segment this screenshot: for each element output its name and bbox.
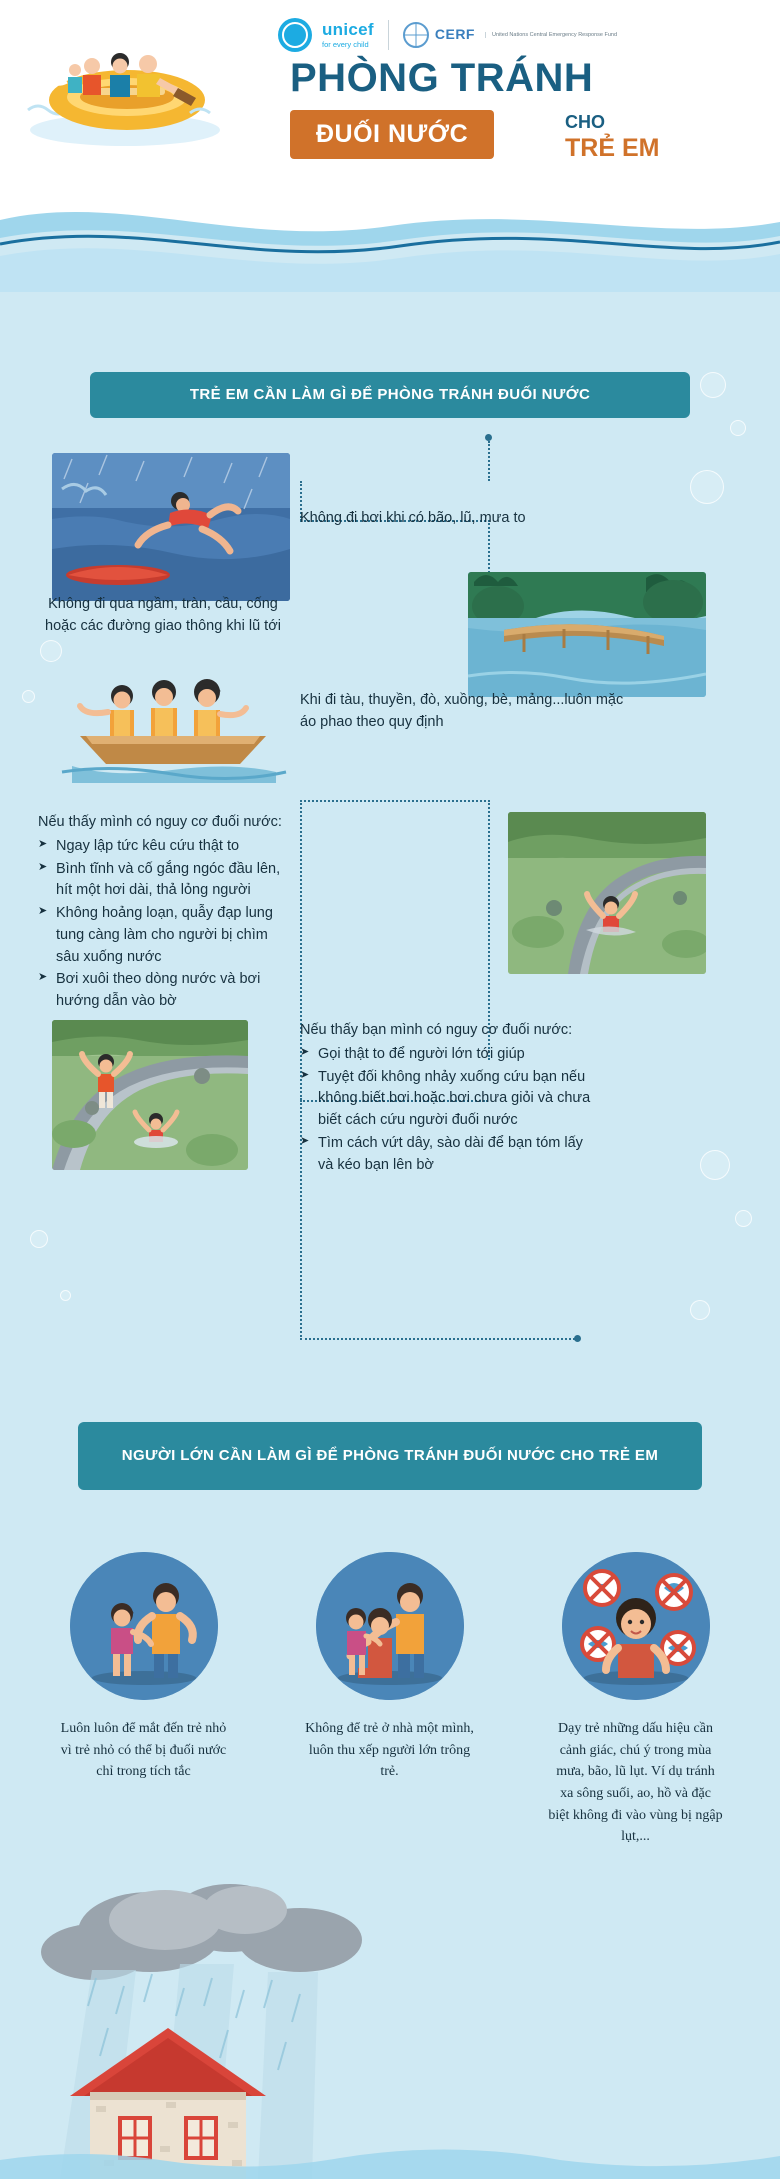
list-item: ➤ Không hoảng loạn, quẫy đạp lung tung càng làm cho người bị chìm sâu xuống nước: [38, 903, 288, 968]
list-item: ➤ Tuyệt đối không nhảy xuống cứu bạn nếu không biết bơi hoặc bơi chưa giỏi và chưa biết cách cứu người đuối nước: [300, 1067, 600, 1132]
card-2-caption: Không để trẻ ở nhà một mình, luôn thu xếp người lớn trông trẻ.: [305, 1721, 474, 1780]
section-2-heading: NGƯỜI LỚN CẦN LÀM GÌ ĐỂ PHÒNG TRÁNH ĐUỐI NƯỚC CHO TRẺ EM: [78, 1422, 702, 1490]
bubble-decoration: [60, 1290, 71, 1301]
list-item: ➤ Bơi xuôi theo dòng nước và bơi hướng dẫn vào bờ: [38, 969, 288, 1013]
title-treem: TRẺ EM: [565, 134, 660, 162]
self-rescue-intro: Nếu thấy mình có nguy cơ đuối nước:: [38, 814, 282, 830]
bubble-decoration: [700, 372, 726, 398]
cerf-name: CERF: [434, 26, 475, 42]
connector-line: [300, 1338, 575, 1340]
illustration-flooded-house-rain: [0, 1860, 780, 2179]
tip-1-text: Không đi bơi khi có bão, lũ, mưa to: [300, 510, 526, 526]
list-item: ➤ Bình tĩnh và cố gắng ngóc đầu lên, hít một hơi dài, thả lỏng người: [38, 859, 288, 903]
tip-3-text: Khi đi tàu, thuyền, đò, xuồng, bè, mảng...luôn mặc áo phao theo quy định: [300, 692, 624, 730]
friend-rescue-block: [300, 1020, 600, 1177]
unicef-name: unicef: [322, 20, 374, 40]
connector-node: [574, 1335, 581, 1342]
card-1-caption: Luôn luôn để mắt đến trẻ nhỏ vì trẻ nhỏ có thể bị đuối nước chỉ trong tích tắc: [60, 1721, 227, 1780]
page-title: PHÒNG TRÁNH: [290, 56, 594, 100]
photo-swimmer-storm: [52, 453, 290, 601]
unicef-tagline: for every child: [322, 40, 369, 50]
illustration-children-lifejacket-boat: [52, 648, 292, 783]
bubble-decoration: [690, 1300, 710, 1320]
list-item: ➤ Ngay lập tức kêu cứu thật to: [38, 836, 288, 858]
title-cho: CHO: [565, 112, 605, 132]
bubble-decoration: [22, 690, 35, 703]
bubble-decoration: [700, 1150, 730, 1180]
logo-row: [278, 18, 617, 52]
unicef-emblem-icon: [278, 18, 312, 52]
raft-illustration: [20, 18, 235, 153]
list-item: ➤ Tìm cách vứt dây, sào dài để bạn tóm lấy và kéo bạn lên bờ: [300, 1133, 600, 1177]
self-rescue-list: [38, 836, 288, 1013]
photo-flooded-road-right: [508, 812, 706, 974]
bubble-decoration: [730, 420, 746, 436]
card-3-caption: Dạy trẻ những dấu hiệu cần cảnh giác, chú ý trong mùa mưa, bão, lũ lụt. Ví dụ tránh xa sông suối, ao, hồ và đặc biệt không đi vào vùng bị ngập lụt,...: [548, 1721, 723, 1845]
illustration-watch-children: [70, 1552, 218, 1700]
connector-line: [300, 800, 490, 802]
tip-2-text: Không đi qua ngầm, tràn, cầu, cống hoặc các đường giao thông khi lũ tới: [45, 596, 281, 634]
bubble-decoration: [30, 1230, 48, 1248]
self-rescue-block: [38, 812, 288, 1014]
unicef-wordmark: [322, 21, 374, 49]
friend-rescue-intro: Nếu thấy bạn mình có nguy cơ đuối nước:: [300, 1022, 573, 1038]
photo-flooded-road-left: [52, 1020, 248, 1170]
bubble-decoration: [735, 1210, 752, 1227]
list-item: ➤ Gọi thật to để người lớn tới giúp: [300, 1044, 600, 1066]
connector-node: [485, 434, 492, 441]
un-globe-icon: [403, 22, 429, 48]
cerf-subtitle: United Nations Central Emergency Response Fund: [492, 31, 618, 38]
photo-flooded-bridge: [468, 572, 706, 697]
friend-rescue-list: [300, 1044, 600, 1177]
illustration-parent-with-child: [316, 1552, 464, 1700]
title-badge: ĐUỐI NƯỚC: [290, 110, 494, 159]
logo-divider: [388, 20, 389, 50]
illustration-teach-warning-signs: [562, 1552, 710, 1700]
bubble-decoration: [690, 470, 724, 504]
cerf-logo: [403, 22, 617, 48]
wave-divider: [0, 182, 780, 292]
connector-line: [488, 441, 490, 481]
section-1-heading: TRẺ EM CẦN LÀM GÌ ĐỂ PHÒNG TRÁNH ĐUỐI NƯỚC: [90, 372, 690, 418]
